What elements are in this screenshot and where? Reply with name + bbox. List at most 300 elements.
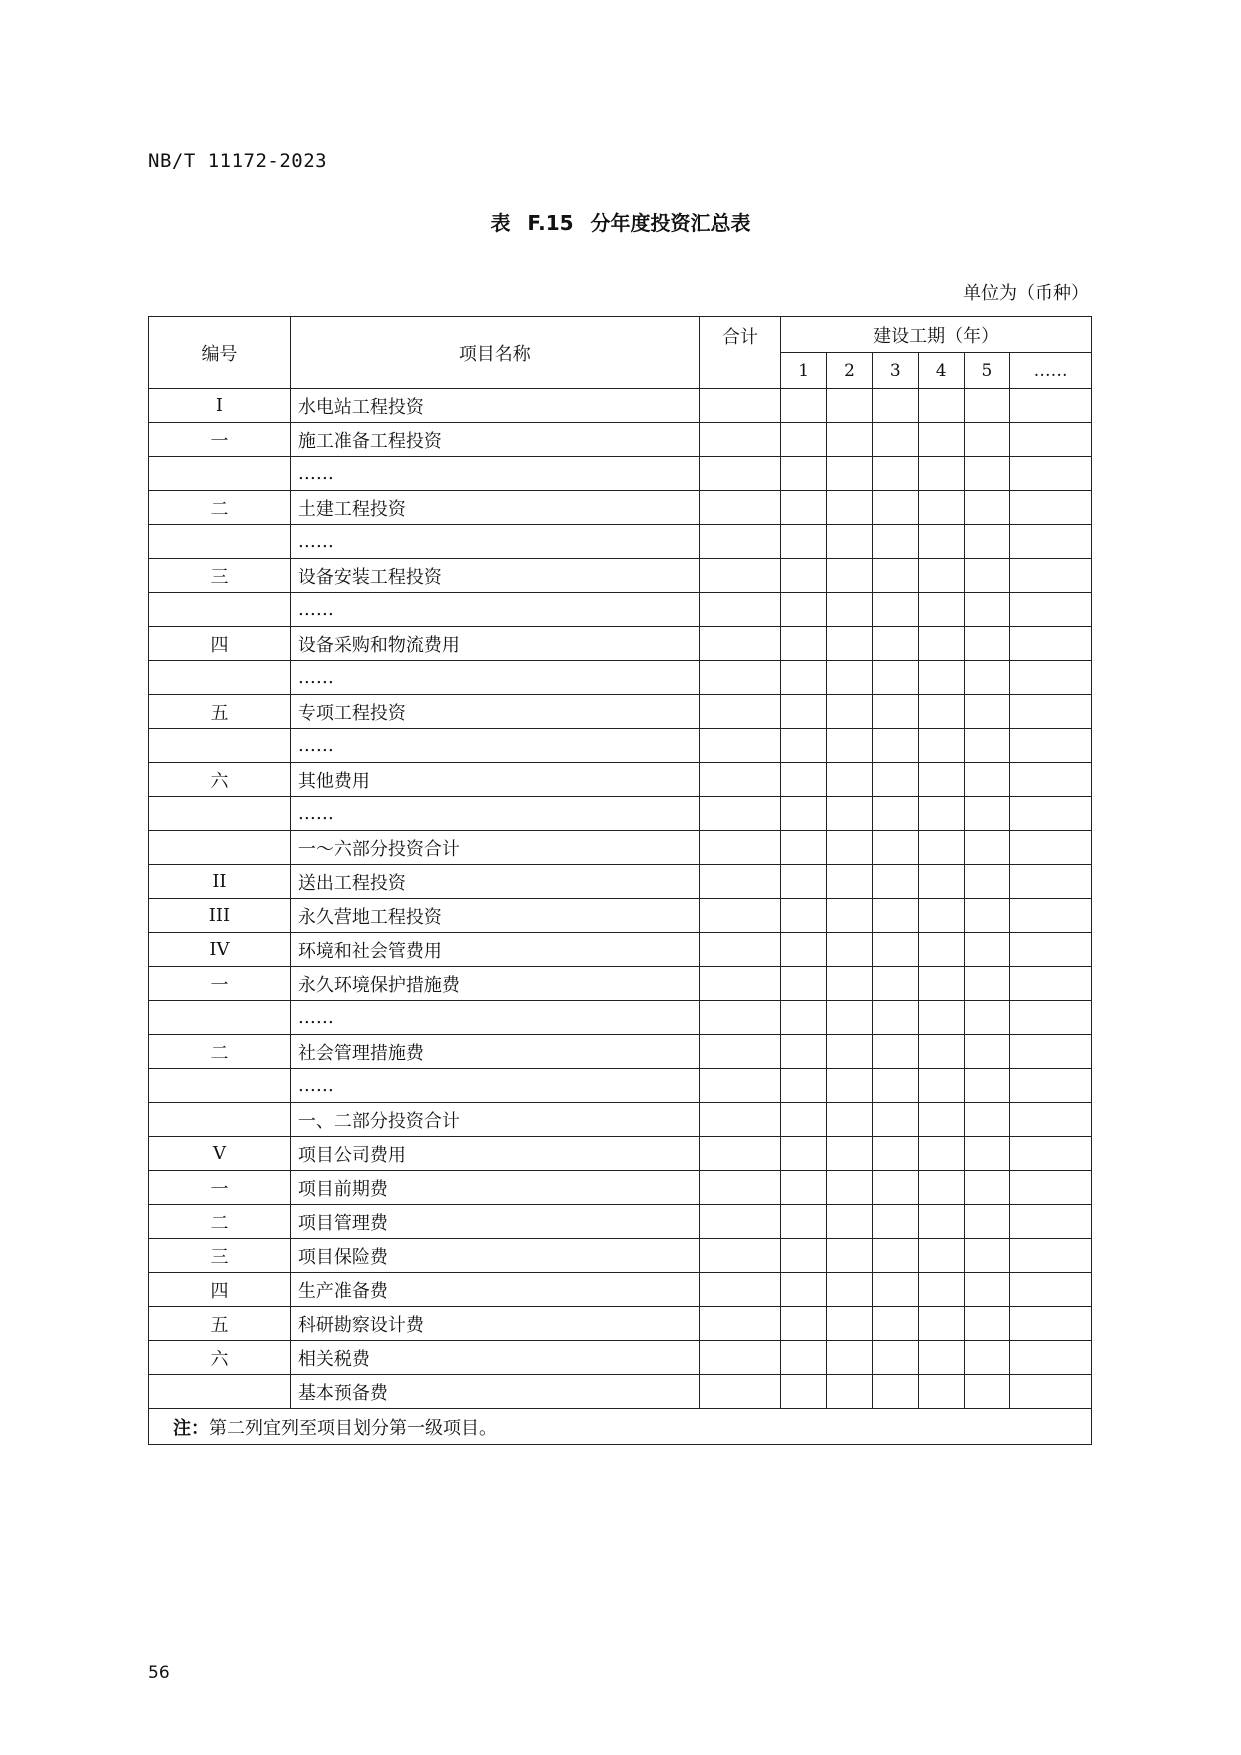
row-year-3-cell	[872, 1103, 918, 1137]
row-number: 一	[149, 1171, 291, 1205]
annual-investment-summary-table	[148, 316, 1092, 1445]
row-year-2-cell	[827, 763, 873, 797]
row-year-4-cell	[918, 423, 964, 457]
row-year-5-cell	[964, 1375, 1010, 1409]
row-year-4-cell	[918, 1137, 964, 1171]
table-row	[149, 661, 1092, 695]
row-number	[149, 457, 291, 491]
row-number: III	[149, 899, 291, 933]
row-year-3-cell	[872, 1307, 918, 1341]
row-year-3-cell	[872, 967, 918, 1001]
row-number: 二	[149, 1205, 291, 1239]
row-year-4-cell	[918, 1341, 964, 1375]
row-year-2-cell	[827, 1375, 873, 1409]
row-total-cell	[699, 1341, 781, 1375]
row-year-2-cell	[827, 1103, 873, 1137]
row-year-more-cell	[1010, 1137, 1092, 1171]
row-total-cell	[699, 423, 781, 457]
row-year-2-cell	[827, 1035, 873, 1069]
row-total-cell	[699, 661, 781, 695]
row-year-3-cell	[872, 525, 918, 559]
header-year-4: 4	[918, 353, 964, 389]
row-year-2-cell	[827, 389, 873, 423]
page-number: 56	[148, 1663, 170, 1683]
row-year-1-cell	[781, 1375, 827, 1409]
row-total-cell	[699, 1375, 781, 1409]
row-year-1-cell	[781, 1307, 827, 1341]
row-year-3-cell	[872, 1171, 918, 1205]
row-year-2-cell	[827, 967, 873, 1001]
row-number: IV	[149, 933, 291, 967]
row-total-cell	[699, 831, 781, 865]
row-year-4-cell	[918, 1001, 964, 1035]
header-year-3: 3	[872, 353, 918, 389]
row-item-name: 永久营地工程投资	[290, 899, 699, 933]
row-year-3-cell	[872, 1035, 918, 1069]
row-year-5-cell	[964, 1035, 1010, 1069]
row-year-2-cell	[827, 1171, 873, 1205]
row-year-5-cell	[964, 1239, 1010, 1273]
row-year-1-cell	[781, 1035, 827, 1069]
row-year-2-cell	[827, 865, 873, 899]
row-year-4-cell	[918, 1069, 964, 1103]
row-year-5-cell	[964, 831, 1010, 865]
row-year-more-cell	[1010, 661, 1092, 695]
row-year-3-cell	[872, 899, 918, 933]
row-number: 三	[149, 1239, 291, 1273]
row-year-4-cell	[918, 491, 964, 525]
table-row	[149, 627, 1092, 661]
row-year-3-cell	[872, 1137, 918, 1171]
row-year-5-cell	[964, 899, 1010, 933]
row-year-5-cell	[964, 1341, 1010, 1375]
row-number: 四	[149, 1273, 291, 1307]
row-year-1-cell	[781, 729, 827, 763]
row-total-cell	[699, 1001, 781, 1035]
row-year-2-cell	[827, 525, 873, 559]
row-year-2-cell	[827, 593, 873, 627]
row-year-3-cell	[872, 1239, 918, 1273]
row-number: 五	[149, 695, 291, 729]
row-year-more-cell	[1010, 1069, 1092, 1103]
row-year-3-cell	[872, 865, 918, 899]
row-year-1-cell	[781, 865, 827, 899]
row-year-1-cell	[781, 1205, 827, 1239]
table-row	[149, 457, 1092, 491]
table-row	[149, 1137, 1092, 1171]
row-year-4-cell	[918, 593, 964, 627]
row-year-2-cell	[827, 1341, 873, 1375]
row-year-1-cell	[781, 1171, 827, 1205]
row-number: 二	[149, 491, 291, 525]
row-number: 五	[149, 1307, 291, 1341]
row-year-more-cell	[1010, 933, 1092, 967]
row-year-3-cell	[872, 423, 918, 457]
row-year-4-cell	[918, 797, 964, 831]
row-year-more-cell	[1010, 729, 1092, 763]
row-year-4-cell	[918, 729, 964, 763]
row-year-3-cell	[872, 933, 918, 967]
row-year-3-cell	[872, 491, 918, 525]
row-year-3-cell	[872, 695, 918, 729]
row-year-4-cell	[918, 1239, 964, 1273]
row-year-3-cell	[872, 627, 918, 661]
row-year-5-cell	[964, 389, 1010, 423]
row-year-more-cell	[1010, 593, 1092, 627]
row-year-1-cell	[781, 1239, 827, 1273]
row-number: 一	[149, 423, 291, 457]
table-row	[149, 1103, 1092, 1137]
row-year-2-cell	[827, 423, 873, 457]
row-year-3-cell	[872, 1069, 918, 1103]
row-year-more-cell	[1010, 457, 1092, 491]
row-item-name: ……	[290, 457, 699, 491]
table-row	[149, 899, 1092, 933]
row-year-5-cell	[964, 491, 1010, 525]
table-row	[149, 423, 1092, 457]
row-year-2-cell	[827, 1205, 873, 1239]
table-row	[149, 389, 1092, 423]
row-year-5-cell	[964, 967, 1010, 1001]
row-item-name: 相关税费	[290, 1341, 699, 1375]
row-year-1-cell	[781, 491, 827, 525]
row-total-cell	[699, 1307, 781, 1341]
row-year-more-cell	[1010, 423, 1092, 457]
row-year-5-cell	[964, 729, 1010, 763]
table-row	[149, 1375, 1092, 1409]
row-year-more-cell	[1010, 831, 1092, 865]
row-year-1-cell	[781, 1001, 827, 1035]
row-total-cell	[699, 763, 781, 797]
row-year-2-cell	[827, 933, 873, 967]
row-number	[149, 1375, 291, 1409]
unit-note: 单位为（币种）	[963, 283, 1089, 304]
row-item-name: 项目前期费	[290, 1171, 699, 1205]
table-title: 表 F.15 分年度投资汇总表	[490, 211, 751, 235]
table-row	[149, 763, 1092, 797]
row-item-name: 环境和社会管费用	[290, 933, 699, 967]
row-year-2-cell	[827, 1273, 873, 1307]
row-total-cell	[699, 457, 781, 491]
row-year-2-cell	[827, 831, 873, 865]
row-year-4-cell	[918, 933, 964, 967]
row-item-name: 送出工程投资	[290, 865, 699, 899]
row-year-4-cell	[918, 865, 964, 899]
row-year-4-cell	[918, 627, 964, 661]
row-year-5-cell	[964, 763, 1010, 797]
row-year-2-cell	[827, 627, 873, 661]
table-row	[149, 967, 1092, 1001]
row-number: I	[149, 389, 291, 423]
row-year-1-cell	[781, 831, 827, 865]
row-year-4-cell	[918, 559, 964, 593]
row-year-3-cell	[872, 1273, 918, 1307]
row-item-name: 专项工程投资	[290, 695, 699, 729]
row-year-more-cell	[1010, 1375, 1092, 1409]
row-year-1-cell	[781, 1273, 827, 1307]
row-year-5-cell	[964, 1171, 1010, 1205]
row-year-4-cell	[918, 1171, 964, 1205]
row-item-name: ……	[290, 1069, 699, 1103]
table-row	[149, 865, 1092, 899]
row-item-name: 一～六部分投资合计	[290, 831, 699, 865]
row-year-4-cell	[918, 899, 964, 933]
row-year-4-cell	[918, 1273, 964, 1307]
table-row	[149, 559, 1092, 593]
row-total-cell	[699, 1239, 781, 1273]
row-year-1-cell	[781, 525, 827, 559]
row-item-name: ……	[290, 661, 699, 695]
row-year-5-cell	[964, 627, 1010, 661]
row-year-2-cell	[827, 559, 873, 593]
row-total-cell	[699, 865, 781, 899]
row-year-3-cell	[872, 797, 918, 831]
row-year-more-cell	[1010, 1171, 1092, 1205]
table-row	[149, 491, 1092, 525]
table-row	[149, 1035, 1092, 1069]
row-year-more-cell	[1010, 559, 1092, 593]
note-text: 第二列宜列至项目划分第一级项目。	[209, 1417, 497, 1439]
table-row	[149, 1273, 1092, 1307]
row-year-4-cell	[918, 1035, 964, 1069]
row-total-cell	[699, 525, 781, 559]
table-row	[149, 1341, 1092, 1375]
row-year-1-cell	[781, 389, 827, 423]
row-item-name: ……	[290, 593, 699, 627]
header-item-name: 项目名称	[290, 317, 699, 389]
row-year-1-cell	[781, 661, 827, 695]
row-item-name: 生产准备费	[290, 1273, 699, 1307]
row-year-3-cell	[872, 1341, 918, 1375]
row-year-3-cell	[872, 593, 918, 627]
row-total-cell	[699, 729, 781, 763]
standard-code: NB/T 11172-2023	[148, 150, 328, 172]
row-year-1-cell	[781, 933, 827, 967]
row-item-name: 土建工程投资	[290, 491, 699, 525]
row-year-4-cell	[918, 1103, 964, 1137]
row-year-3-cell	[872, 661, 918, 695]
row-year-1-cell	[781, 559, 827, 593]
row-year-3-cell	[872, 729, 918, 763]
row-year-4-cell	[918, 389, 964, 423]
table-note-row	[149, 1409, 1092, 1445]
row-item-name: 项目管理费	[290, 1205, 699, 1239]
row-year-2-cell	[827, 1069, 873, 1103]
row-item-name: ……	[290, 797, 699, 831]
row-year-5-cell	[964, 457, 1010, 491]
row-year-1-cell	[781, 627, 827, 661]
row-year-4-cell	[918, 967, 964, 1001]
row-total-cell	[699, 899, 781, 933]
row-total-cell	[699, 1273, 781, 1307]
row-year-1-cell	[781, 1341, 827, 1375]
row-number: 三	[149, 559, 291, 593]
row-year-more-cell	[1010, 1307, 1092, 1341]
row-year-more-cell	[1010, 1205, 1092, 1239]
table-row	[149, 729, 1092, 763]
row-year-2-cell	[827, 491, 873, 525]
row-number: 二	[149, 1035, 291, 1069]
row-item-name: ……	[290, 525, 699, 559]
row-year-4-cell	[918, 525, 964, 559]
header-year-5: 5	[964, 353, 1010, 389]
row-year-2-cell	[827, 457, 873, 491]
row-year-more-cell	[1010, 1035, 1092, 1069]
row-number	[149, 593, 291, 627]
row-number	[149, 661, 291, 695]
row-item-name: 项目保险费	[290, 1239, 699, 1273]
row-item-name: 水电站工程投资	[290, 389, 699, 423]
row-year-2-cell	[827, 1239, 873, 1273]
row-year-1-cell	[781, 967, 827, 1001]
row-number: V	[149, 1137, 291, 1171]
row-year-5-cell	[964, 661, 1010, 695]
row-year-1-cell	[781, 1069, 827, 1103]
row-total-cell	[699, 1171, 781, 1205]
row-year-1-cell	[781, 797, 827, 831]
row-year-2-cell	[827, 1307, 873, 1341]
row-year-5-cell	[964, 559, 1010, 593]
note-label: 注：	[173, 1417, 209, 1439]
row-item-name: ……	[290, 1001, 699, 1035]
row-number: 六	[149, 763, 291, 797]
table-body	[149, 389, 1092, 1409]
row-total-cell	[699, 797, 781, 831]
table-row	[149, 1307, 1092, 1341]
row-year-1-cell	[781, 1103, 827, 1137]
row-year-more-cell	[1010, 695, 1092, 729]
row-number: 六	[149, 1341, 291, 1375]
row-year-1-cell	[781, 423, 827, 457]
table-row	[149, 695, 1092, 729]
row-year-more-cell	[1010, 627, 1092, 661]
row-year-4-cell	[918, 457, 964, 491]
row-year-2-cell	[827, 899, 873, 933]
row-total-cell	[699, 695, 781, 729]
row-number: 四	[149, 627, 291, 661]
row-total-cell	[699, 967, 781, 1001]
header-total: 合计	[699, 317, 781, 389]
row-year-3-cell	[872, 1375, 918, 1409]
row-number	[149, 729, 291, 763]
row-year-5-cell	[964, 423, 1010, 457]
row-total-cell	[699, 593, 781, 627]
row-total-cell	[699, 1069, 781, 1103]
row-total-cell	[699, 933, 781, 967]
row-year-2-cell	[827, 1137, 873, 1171]
row-total-cell	[699, 1137, 781, 1171]
header-number: 编号	[149, 317, 291, 389]
header-year-1: 1	[781, 353, 827, 389]
row-year-4-cell	[918, 695, 964, 729]
row-year-more-cell	[1010, 763, 1092, 797]
row-item-name: 社会管理措施费	[290, 1035, 699, 1069]
row-total-cell	[699, 491, 781, 525]
row-year-1-cell	[781, 593, 827, 627]
row-number: II	[149, 865, 291, 899]
row-year-3-cell	[872, 389, 918, 423]
row-item-name: 其他费用	[290, 763, 699, 797]
row-item-name: ……	[290, 729, 699, 763]
row-number	[149, 1069, 291, 1103]
row-year-more-cell	[1010, 1273, 1092, 1307]
row-year-3-cell	[872, 831, 918, 865]
row-number	[149, 797, 291, 831]
row-year-5-cell	[964, 1001, 1010, 1035]
row-year-3-cell	[872, 763, 918, 797]
table-row	[149, 933, 1092, 967]
row-year-2-cell	[827, 661, 873, 695]
row-number	[149, 831, 291, 865]
row-year-2-cell	[827, 1001, 873, 1035]
row-number	[149, 525, 291, 559]
table-row	[149, 1069, 1092, 1103]
row-year-3-cell	[872, 1001, 918, 1035]
row-year-1-cell	[781, 457, 827, 491]
table-row	[149, 1171, 1092, 1205]
row-item-name: 一、二部分投资合计	[290, 1103, 699, 1137]
row-year-5-cell	[964, 865, 1010, 899]
row-year-5-cell	[964, 1273, 1010, 1307]
row-year-1-cell	[781, 695, 827, 729]
table-row	[149, 1239, 1092, 1273]
table-row	[149, 831, 1092, 865]
row-year-more-cell	[1010, 389, 1092, 423]
row-year-2-cell	[827, 797, 873, 831]
row-year-4-cell	[918, 763, 964, 797]
row-year-5-cell	[964, 593, 1010, 627]
row-item-name: 永久环境保护措施费	[290, 967, 699, 1001]
row-year-4-cell	[918, 1307, 964, 1341]
row-total-cell	[699, 1035, 781, 1069]
row-year-more-cell	[1010, 967, 1092, 1001]
row-year-3-cell	[872, 457, 918, 491]
row-year-more-cell	[1010, 525, 1092, 559]
table-note	[149, 1409, 1092, 1445]
row-total-cell	[699, 1205, 781, 1239]
row-year-2-cell	[827, 729, 873, 763]
row-year-3-cell	[872, 1205, 918, 1239]
row-item-name: 设备采购和物流费用	[290, 627, 699, 661]
row-year-5-cell	[964, 1069, 1010, 1103]
row-total-cell	[699, 559, 781, 593]
header-construction-period: 建设工期（年）	[781, 317, 1092, 353]
row-year-4-cell	[918, 831, 964, 865]
row-year-more-cell	[1010, 1239, 1092, 1273]
row-year-5-cell	[964, 1137, 1010, 1171]
row-year-more-cell	[1010, 899, 1092, 933]
row-year-5-cell	[964, 1205, 1010, 1239]
row-year-1-cell	[781, 763, 827, 797]
row-total-cell	[699, 1103, 781, 1137]
header-year-2: 2	[827, 353, 873, 389]
row-item-name: 科研勘察设计费	[290, 1307, 699, 1341]
row-item-name: 项目公司费用	[290, 1137, 699, 1171]
header-year-more: ……	[1010, 353, 1092, 389]
row-year-more-cell	[1010, 797, 1092, 831]
row-year-5-cell	[964, 525, 1010, 559]
table-row	[149, 525, 1092, 559]
row-year-5-cell	[964, 933, 1010, 967]
row-year-4-cell	[918, 1375, 964, 1409]
row-year-more-cell	[1010, 1103, 1092, 1137]
row-year-1-cell	[781, 899, 827, 933]
row-year-1-cell	[781, 1137, 827, 1171]
row-year-more-cell	[1010, 1341, 1092, 1375]
table-row	[149, 1205, 1092, 1239]
row-year-5-cell	[964, 695, 1010, 729]
row-total-cell	[699, 627, 781, 661]
